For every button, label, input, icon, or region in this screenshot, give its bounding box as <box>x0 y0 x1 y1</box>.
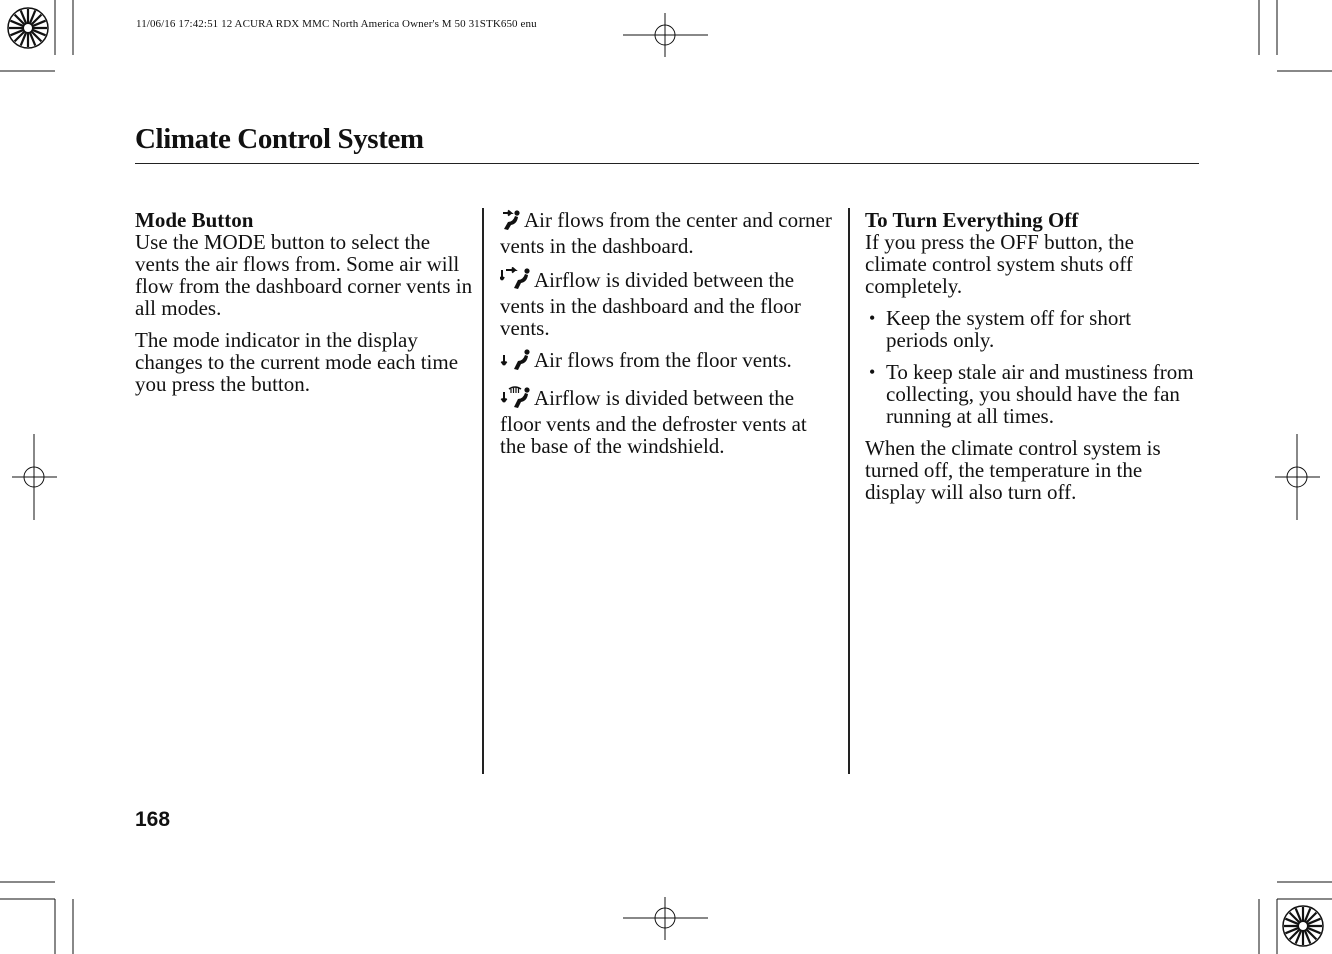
list-item: • To keep stale air and mustiness from collecting, you should have the fan running at all times. <box>865 361 1195 427</box>
list-item: • Keep the system off for short periods only. <box>865 307 1195 351</box>
mode-button-heading: Mode Button <box>135 208 254 232</box>
mode-description: Air flows from the center and corner vents in the dashboard. <box>500 208 832 258</box>
mode-description: Airflow is divided between the vents in the dashboard and the floor vents. <box>500 268 801 340</box>
mode-description: Airflow is divided between the floor vents and the defroster vents at the base of the windshield. <box>500 386 807 458</box>
display-off-note: When the climate control system is turned off, the temperature in the display will also turn off. <box>865 436 1161 504</box>
page-title: Climate Control System <box>135 123 424 155</box>
turn-off-description: If you press the OFF button, the climate control system shuts off completely. <box>865 230 1134 298</box>
print-header: 11/06/16 17:42:51 12 ACURA RDX MMC North America Owner's M 50 31STK650 enu <box>136 18 537 30</box>
mode-button-description: Use the MODE button to select the vents the air flows from. Some air will flow from the dashboard corner vents in all modes. <box>135 230 473 320</box>
page-number: 168 <box>135 808 171 831</box>
registration-starburst <box>1283 906 1323 946</box>
mode-indicator-description: The mode indicator in the display changes to the current mode each time you press the button. <box>135 328 459 396</box>
turn-off-heading: To Turn Everything Off <box>865 208 1079 232</box>
registration-starburst <box>8 8 48 48</box>
mode-description: Air flows from the floor vents. <box>534 348 792 372</box>
